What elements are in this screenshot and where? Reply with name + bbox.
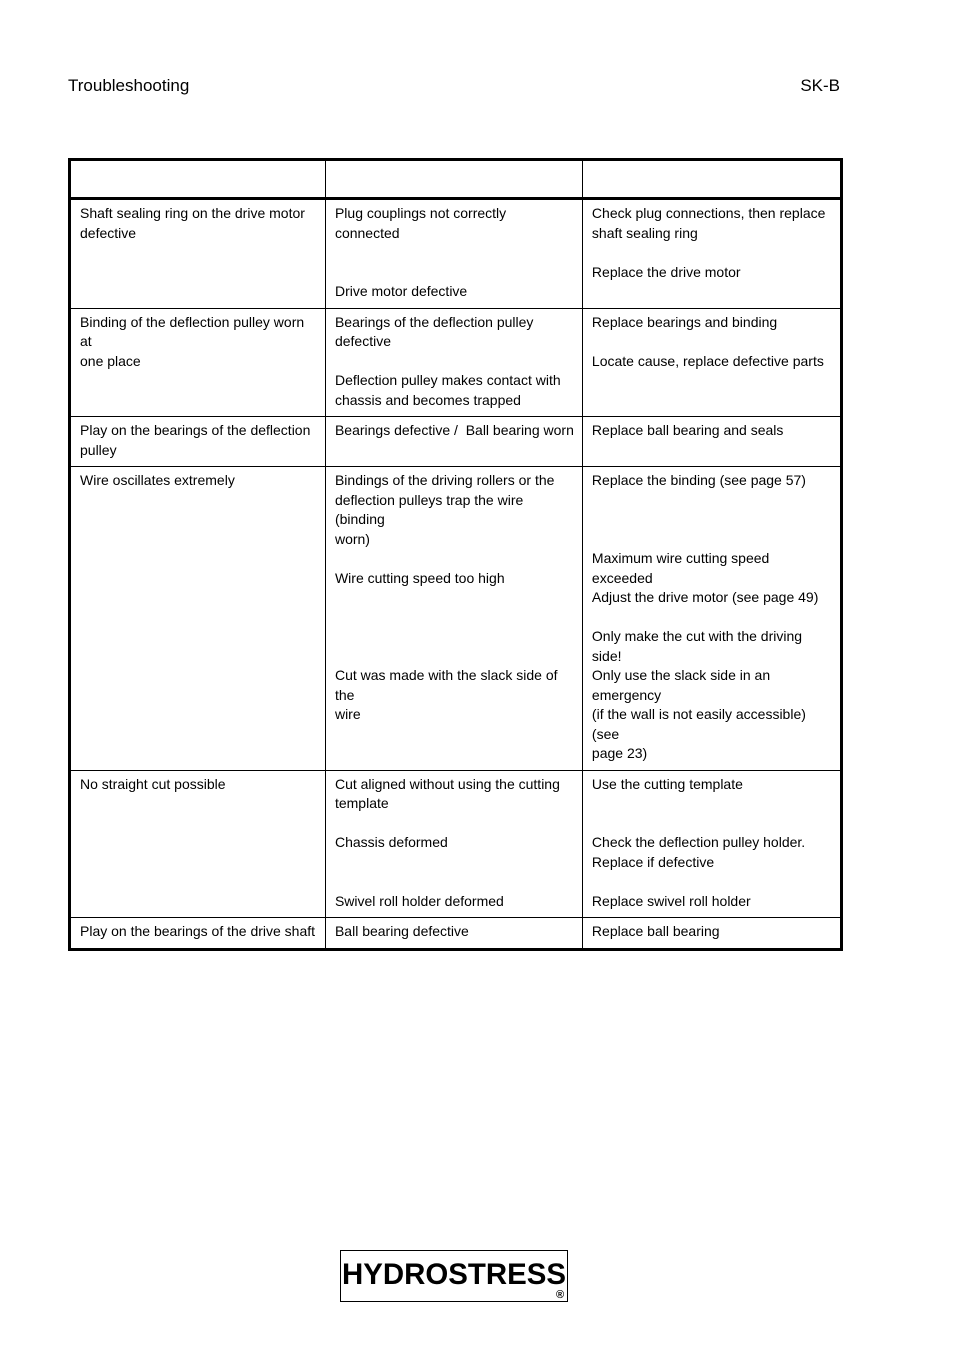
remedy-cell-line: shaft sealing ring: [591, 224, 698, 241]
problem-cell-line: defective: [80, 224, 137, 241]
table-row: [70, 199, 842, 309]
cause-cell-line: [335, 608, 574, 628]
remedy-cell: [582, 199, 841, 309]
header-cell-cause: [325, 160, 582, 199]
remedy-cell-line: [592, 510, 832, 530]
remedy-cell-line: [592, 491, 832, 511]
cause-cell: [325, 199, 582, 309]
remedy-cell: [582, 467, 841, 771]
cause-cell: [325, 770, 582, 918]
remedy-cell-line: Replace the binding (see page 57): [591, 472, 806, 488]
cause-cell-line: [335, 588, 574, 608]
remedy-cell-line: Locate cause, replace defective parts: [591, 352, 824, 369]
remedy-cell-line: Replace if defective: [591, 853, 715, 870]
cause-cell-line: Swivel roll holder deformed: [334, 892, 504, 909]
remedy-cell-line: Replace swivel roll holder: [591, 892, 751, 909]
cause-cell: [325, 308, 582, 417]
header-model-code: SK-B: [800, 76, 840, 95]
cause-cell-line: defective: [334, 333, 391, 349]
remedy-cell-line: Use the cutting template: [591, 775, 743, 792]
table-row: [70, 467, 842, 771]
remedy-cell-line: Replace ball bearing: [591, 923, 720, 939]
remedy-cell-line: Check the deflection pulley holder.: [591, 834, 806, 850]
cause-cell-line: [335, 853, 574, 873]
cause-cell-line: [335, 549, 574, 569]
cause-cell-line: chassis and becomes trapped: [334, 391, 521, 408]
cause-cell-line: [335, 627, 574, 647]
problem-cell-line: Wire oscillates extremely: [80, 472, 235, 488]
remedy-cell: [582, 417, 841, 467]
problem-cell: [70, 467, 326, 771]
cause-cell-line: [335, 814, 574, 834]
remedy-cell: [582, 918, 841, 950]
remedy-cell-line: [592, 872, 832, 892]
cause-cell-line: wire: [334, 706, 361, 722]
problem-cell-line: Shaft sealing ring on the drive motor: [80, 205, 305, 221]
cause-cell-line: worn): [334, 530, 370, 547]
remedy-cell-line: Replace ball bearing and seals: [591, 422, 784, 438]
logo-wordmark: HYDROSTRESS: [342, 1258, 566, 1291]
problem-cell-line: one place: [80, 352, 141, 369]
problem-cell-line: [80, 391, 317, 411]
cause-cell-line: [335, 872, 574, 892]
cause-cell-line: Deflection pulley makes contact with: [334, 372, 561, 388]
hydrostress-logo: [340, 1250, 568, 1302]
cause-cell-line: deflection pulleys trap the wire (binding: [334, 491, 528, 527]
cause-cell: [325, 918, 582, 950]
problem-cell: [70, 770, 326, 918]
problem-cell-line: No straight cut possible: [80, 775, 226, 792]
remedy-cell-line: Maximum wire cutting speed exceeded: [591, 550, 774, 586]
problem-cell-line: Play on the bearings of the deflection: [80, 422, 311, 438]
cause-cell-line: Cut aligned without using the cutting: [334, 775, 560, 792]
table-header-row: [70, 160, 842, 199]
remedy-cell-line: [592, 608, 832, 628]
table-row: [70, 770, 842, 918]
cause-cell-line: [335, 243, 574, 263]
remedy-cell: [582, 770, 841, 918]
cause-cell-line: [335, 352, 574, 372]
problem-cell-line: [80, 371, 317, 391]
remedy-cell-line: Adjust the drive motor (see page 49): [591, 589, 819, 605]
cause-cell-line: Wire cutting speed too high: [334, 569, 505, 586]
cause-cell-line: Bearings defective / Ball bearing worn: [334, 422, 574, 438]
cause-cell-line: [335, 647, 574, 667]
remedy-cell-line: [592, 530, 832, 550]
problem-cell-line: Play on the bearings of the drive shaft: [80, 923, 316, 939]
problem-cell: [70, 918, 326, 950]
cause-cell-line: Cut was made with the slack side of the: [334, 667, 562, 703]
remedy-cell-line: Check plug connections, then replace: [591, 205, 826, 221]
problem-cell-line: [80, 263, 317, 283]
table-row: [70, 308, 842, 417]
problem-cell: [70, 417, 326, 467]
problem-cell-line: Binding of the deflection pulley worn at: [80, 313, 309, 349]
remedy-cell-line: [592, 814, 832, 834]
remedy-cell-line: Only use the slack side in an emergency: [591, 667, 775, 703]
problem-cell: [70, 199, 326, 309]
header-cell-problem: [70, 160, 326, 199]
cause-cell-line: Chassis deformed: [334, 834, 448, 850]
cause-cell-line: Ball bearing defective: [334, 923, 469, 939]
header-section-title: Troubleshooting: [68, 76, 190, 95]
cause-cell-line: Bearings of the deflection pulley: [334, 313, 534, 330]
problem-cell-line: pulley: [80, 441, 117, 458]
problem-cell: [70, 308, 326, 417]
remedy-cell-line: [592, 332, 832, 352]
registered-mark: ®: [555, 1289, 565, 1301]
cause-cell-line: [335, 263, 574, 283]
cause-cell-line: Bindings of the driving rollers or the: [334, 472, 555, 488]
cause-cell-line: Drive motor defective: [334, 283, 468, 299]
remedy-cell-line: Replace bearings and binding: [591, 313, 778, 330]
remedy-cell-line: page 23): [591, 745, 648, 761]
remedy-cell-line: Only make the cut with the driving side!: [591, 628, 806, 664]
remedy-cell-line: (if the wall is not easily accessible) (see: [591, 706, 810, 742]
header-cell-remedy: [582, 160, 841, 199]
cause-cell-line: template: [334, 795, 389, 811]
table-row: [70, 417, 842, 467]
table-row: [70, 918, 842, 950]
cause-cell: [325, 467, 582, 771]
remedy-cell-line: Replace the drive motor: [591, 263, 741, 280]
remedy-cell-line: [592, 794, 832, 814]
remedy-cell: [582, 308, 841, 417]
troubleshooting-table: [68, 158, 843, 951]
problem-cell-line: [80, 243, 317, 263]
remedy-cell-line: [592, 243, 832, 263]
cause-cell-line: Plug couplings not correctly connected: [334, 205, 511, 241]
cause-cell: [325, 417, 582, 467]
